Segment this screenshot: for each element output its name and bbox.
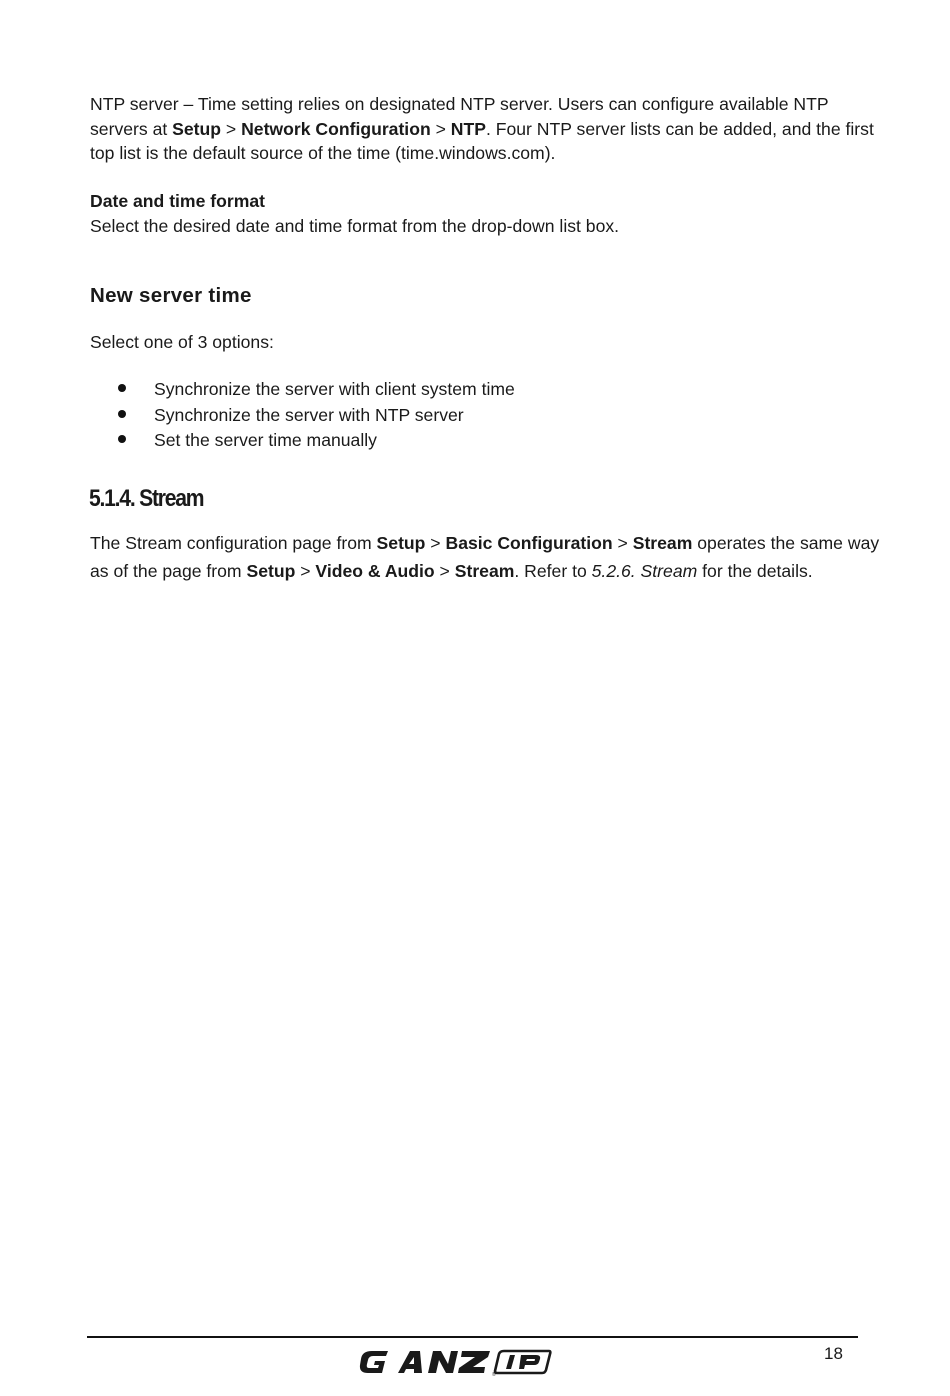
stream-section-heading: 5.1.4. Stream	[89, 485, 204, 512]
date-format-heading: Date and time format	[90, 191, 265, 211]
new-server-time-heading: New server time	[90, 284, 252, 307]
footer-divider	[87, 1336, 858, 1338]
date-format-block	[90, 189, 880, 238]
ntp-server-paragraph: NTP server – Time setting relies on designated NTP server. Users can configure available NTP servers at Setup > Network Configuration > NTP. Four NTP server lists can be added, and the first top list is the default source of the time (time.windows.com).	[90, 94, 874, 163]
svg-text:®: ®	[492, 1372, 496, 1378]
bullet-icon	[118, 384, 126, 392]
ganz-ip-logo	[358, 1343, 552, 1384]
list-item: Set the server time manually	[118, 428, 515, 454]
new-server-time-intro: Select one of 3 options:	[90, 332, 274, 352]
server-time-options-list	[118, 377, 515, 454]
stream-section-paragraph: The Stream configuration page from Setup > Basic Configuration > Stream operates the same way as of the page from Setup > Video & Audio > Stream. Refer to 5.2.6. Stream for the details.	[90, 533, 880, 581]
list-item: Synchronize the server with client system time	[118, 377, 515, 403]
bullet-icon	[118, 435, 126, 443]
list-item: Synchronize the server with NTP server	[118, 403, 515, 429]
date-format-text: Select the desired date and time format from the drop-down list box.	[90, 215, 620, 236]
bullet-icon	[118, 410, 126, 418]
ganz-ip-logo-icon	[358, 1343, 552, 1379]
page-number: 18	[824, 1344, 843, 1363]
